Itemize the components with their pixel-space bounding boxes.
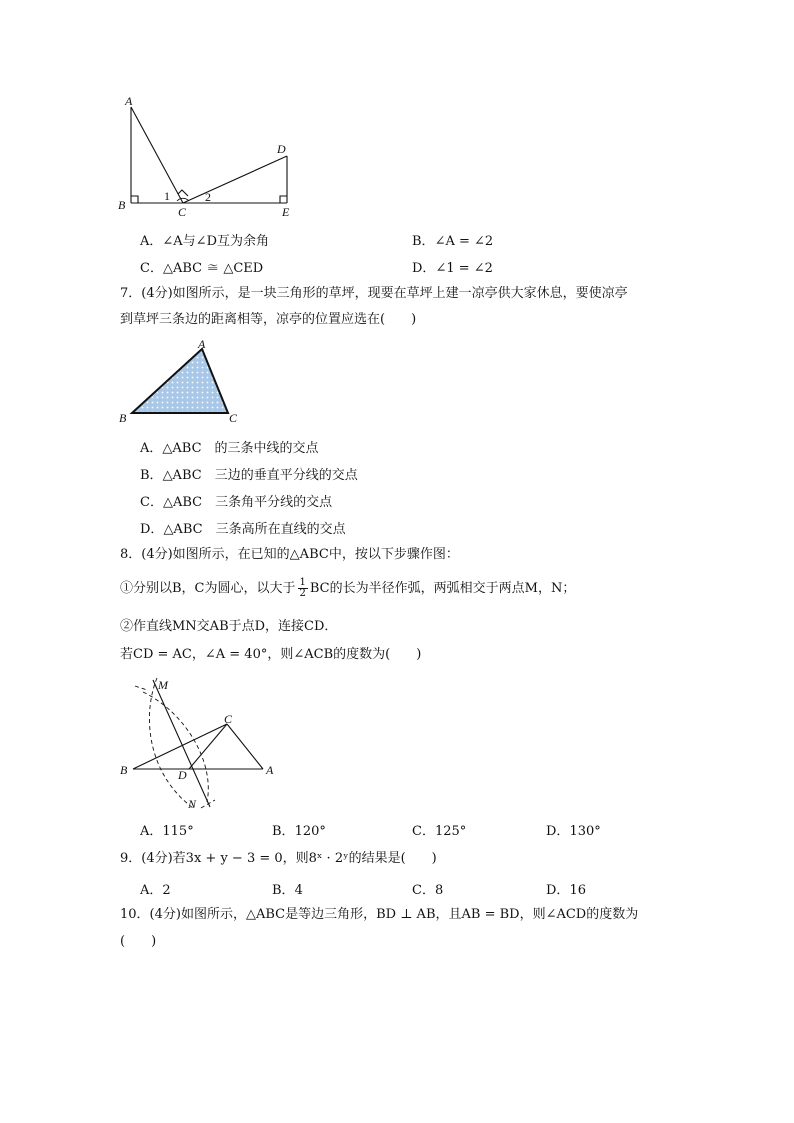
q8-option-a[interactable]: A．115° <box>140 824 194 839</box>
fig6-angle-2: 2 <box>205 190 211 204</box>
q7-option-c[interactable]: C．△ABC 三条角平分线的交点 <box>140 495 333 510</box>
fig7-label-c: C <box>229 411 238 425</box>
fig6-label-c: C <box>178 205 187 219</box>
fig8-label-n: N <box>188 797 197 811</box>
q8-step2: ②作直线MN交AB于点D，连接CD． <box>120 619 338 634</box>
q6-figure <box>115 92 315 222</box>
fig8-label-d: D <box>178 768 187 782</box>
q6-option-d[interactable]: D．∠1 = ∠2 <box>412 261 493 276</box>
q7-option-a[interactable]: A．△ABC 的三条中线的交点 <box>140 441 319 456</box>
fig8-label-c: C <box>224 712 233 726</box>
q9-option-d[interactable]: D．16 <box>546 883 586 898</box>
fraction-one-half: $\frac{1}{2}$ <box>299 577 306 599</box>
q8-stem-line1: 8．(4分)如图所示，在已知的△ABC中，按以下步骤作图： <box>120 547 459 562</box>
q8-option-b[interactable]: B．120° <box>272 824 326 839</box>
fig6-angle-1: 1 <box>164 189 170 203</box>
q6-option-a[interactable]: A．∠A与∠D互为余角 <box>140 234 269 249</box>
fig7-label-b: B <box>119 411 127 425</box>
q6-option-c[interactable]: C．△ABC ≅ △CED <box>140 261 264 276</box>
fig8-label-b: B <box>120 763 128 777</box>
q7-option-d[interactable]: D．△ABC 三条高所在直线的交点 <box>140 522 346 537</box>
q8-option-c[interactable]: C．125° <box>412 824 467 839</box>
fig6-label-d: D <box>277 142 286 156</box>
fig8-label-m: M <box>158 678 168 692</box>
q7-stem-line2: 到草坪三条边的距离相等，凉亭的位置应选在( ) <box>120 312 417 327</box>
q10-stem-line1: 10．(4分)如图所示，△ABC是等边三角形，BD ⊥ AB，且AB = BD，则∠ACD的度数为 <box>120 907 639 922</box>
q8-step1: ①分别以B，C为圆心，以大于 $\frac{1}{2}$ BC的长为半径作弧，两弧相交于两点M，N； <box>120 577 576 599</box>
q8-option-d[interactable]: D．130° <box>546 824 601 839</box>
q7-stem-line1: 7．(4分)如图所示，是一块三角形的草坪，现要在草坪上建一凉亭供大家休息，要使凉亭 <box>120 286 628 301</box>
q10-stem-line2: ( ) <box>120 934 157 949</box>
q9-option-c[interactable]: C．8 <box>412 883 444 898</box>
fig7-label-a: A <box>198 337 206 351</box>
q9-option-a[interactable]: A．2 <box>140 883 171 898</box>
q9-option-b[interactable]: B．4 <box>272 883 303 898</box>
q8-stem-line4: 若CD = AC，∠A = 40°，则∠ACB的度数为( ) <box>120 647 422 662</box>
fig8-label-a: A <box>266 763 274 777</box>
fig6-label-a: A <box>125 94 133 108</box>
q8-figure <box>115 672 285 817</box>
fig6-label-b: B <box>118 198 126 212</box>
q9-stem: 9．(4分)若3x + y − 3 = 0，则8ˣ · 2ʸ的结果是( ) <box>120 851 437 866</box>
q7-option-b[interactable]: B．△ABC 三边的垂直平分线的交点 <box>140 468 358 483</box>
q6-option-b[interactable]: B．∠A = ∠2 <box>412 234 494 249</box>
fig6-label-e: E <box>282 205 290 219</box>
